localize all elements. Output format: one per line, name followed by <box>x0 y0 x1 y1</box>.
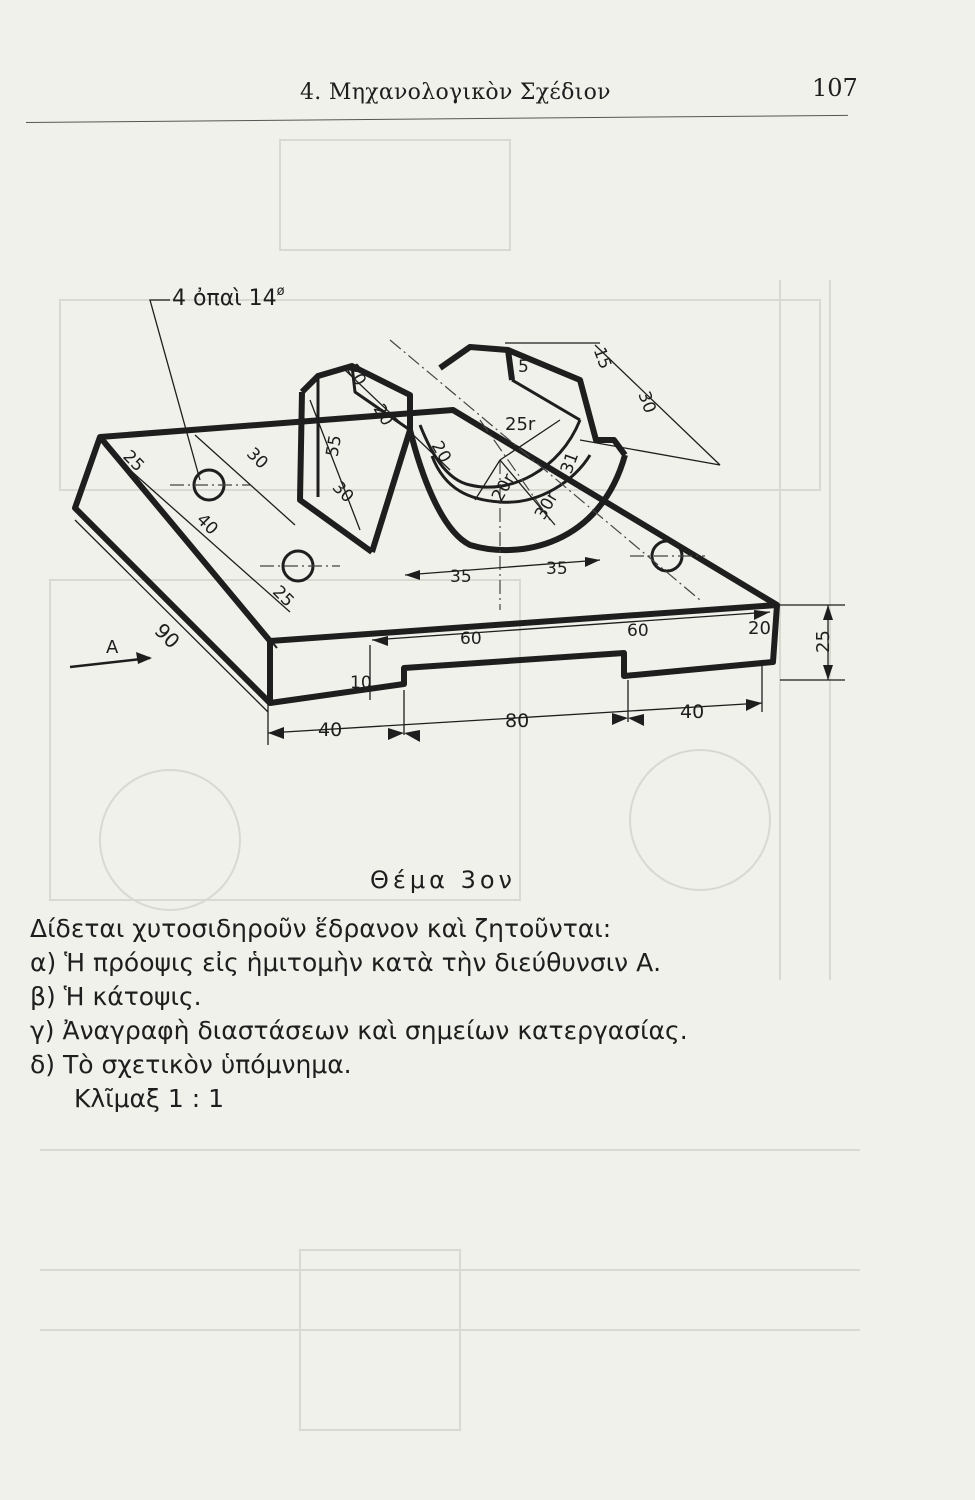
dim-25-c: 25 <box>813 630 834 653</box>
dim-20-a: 20 <box>341 360 370 390</box>
task-item-b: β) Ἡ κάτοψις. <box>30 982 202 1011</box>
dim-30r: 30r <box>530 488 563 524</box>
dim-35-a: 35 <box>450 567 472 587</box>
dim-35-b: 35 <box>546 559 568 579</box>
dimension-arrows <box>136 557 833 742</box>
dim-20-b: 20 <box>368 400 397 430</box>
dim-30-b: 30 <box>327 477 358 508</box>
task-item-d: δ) Τὸ σχετικὸν ὑπόμνημα. <box>30 1050 352 1079</box>
dim-90: 90 <box>149 618 185 654</box>
base-plate <box>75 410 777 703</box>
hole-callout-label: 4 ὀπαὶ $14^ø$ <box>172 284 285 311</box>
dim-40-a: 40 <box>192 509 222 540</box>
dim-40-c: 40 <box>680 701 705 723</box>
dim-15: 15 <box>588 344 616 372</box>
dim-20-d: 20 <box>748 618 771 639</box>
dim-25-b: 25 <box>268 581 298 612</box>
mounting-holes <box>194 470 682 581</box>
task-item-a: α) Ἡ πρόοψις εἰς ἡμιτομὴν κατὰ τὴν διεύθυνσιν Α. <box>30 948 662 977</box>
dim-60-a: 60 <box>460 629 482 649</box>
dim-5: 5 <box>518 357 529 377</box>
task-item-c: γ) Ἀναγραφὴ διαστάσεων καὶ σημείων κατεργασίας. <box>30 1016 688 1045</box>
dim-20-c: 20 <box>426 437 455 467</box>
task-title: Θέμα 3ον <box>370 866 516 894</box>
dim-40-b: 40 <box>318 719 343 741</box>
scale-note: Κλῖμαξ 1 : 1 <box>74 1084 225 1113</box>
dim-31: 31 <box>556 449 584 477</box>
dimension-labels <box>119 345 834 741</box>
dim-80: 80 <box>505 710 530 732</box>
dim-30-c: 30 <box>633 388 660 416</box>
dim-60-b: 60 <box>627 621 649 641</box>
dim-30-a: 30 <box>242 443 272 474</box>
centre-lines <box>170 340 705 610</box>
running-head: 4. Μηχανολογικὸν Σχέδιον <box>300 80 611 105</box>
task-text <box>30 912 890 1116</box>
dimension-lines <box>70 300 845 745</box>
dim-25r: 25r <box>505 414 536 435</box>
dim-20r: 20r <box>487 470 520 506</box>
dim-55: 55 <box>322 433 347 459</box>
task-intro: Δίδεται χυτοσιδηροῦν ἕδρανον καὶ ζητοῦνται: <box>30 914 612 943</box>
dim-10: 10 <box>350 673 372 693</box>
page-number: 107 <box>812 74 858 102</box>
direction-a-label: A <box>106 637 119 658</box>
dim-25-a: 25 <box>118 446 149 477</box>
